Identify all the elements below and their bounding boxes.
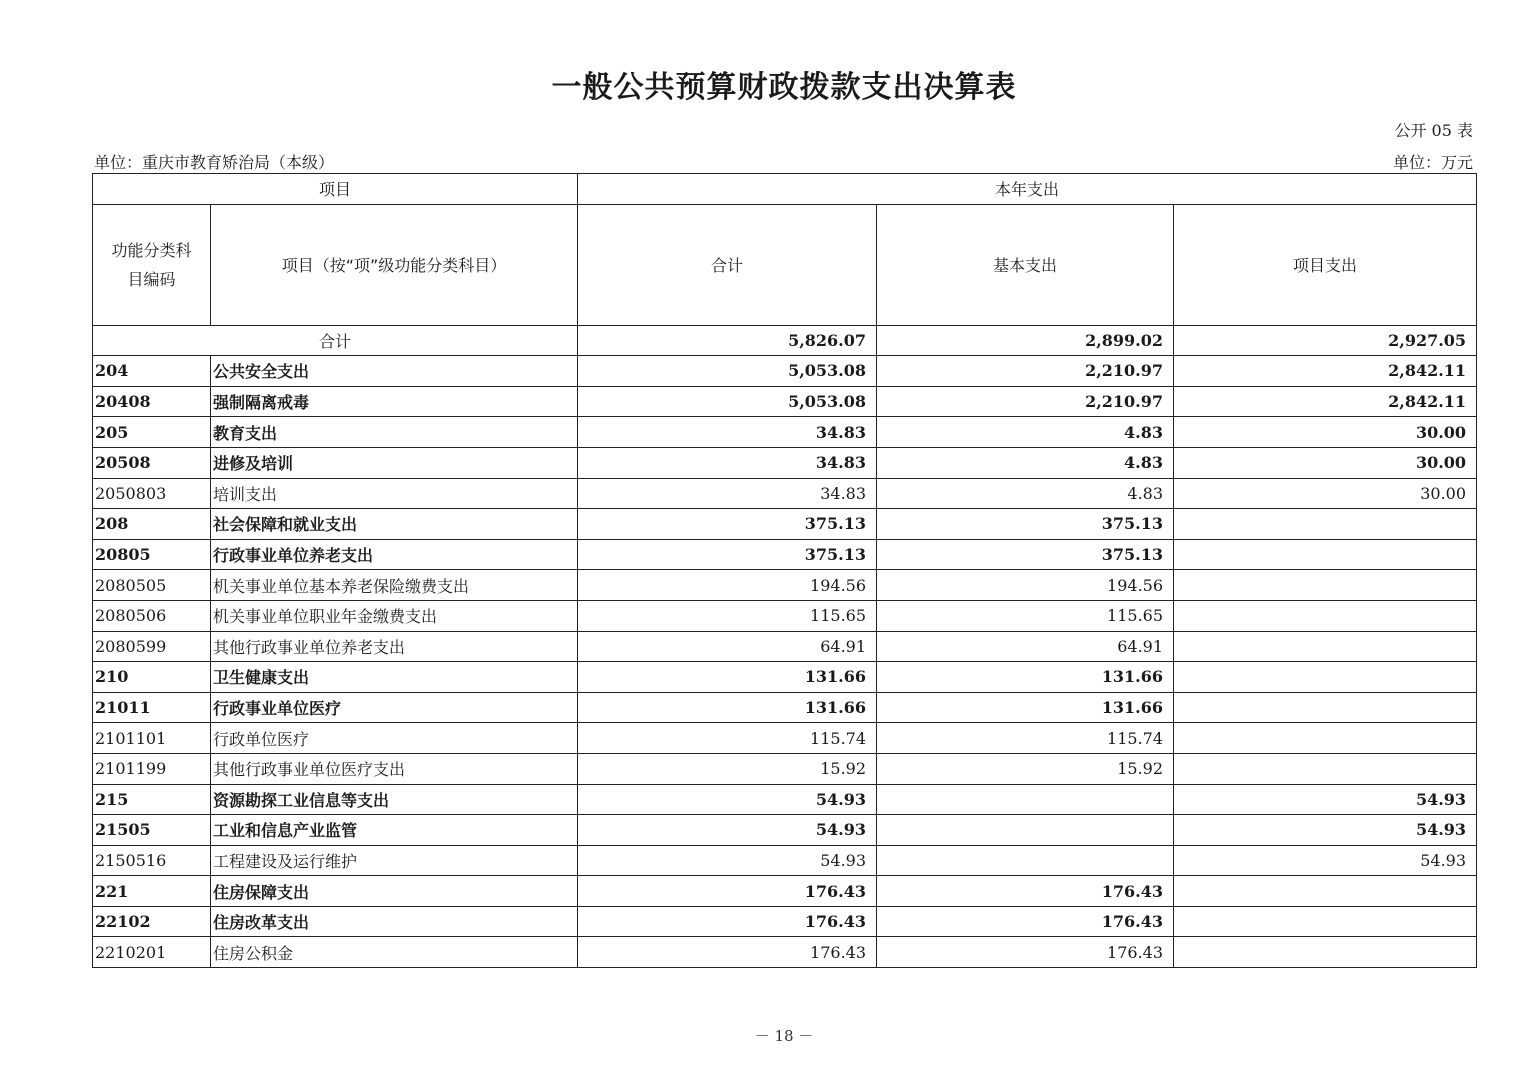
table-row — [93, 539, 1477, 570]
row-basic: 176.43 — [877, 906, 1174, 937]
row-basic: 131.66 — [877, 662, 1174, 693]
row-project — [1174, 662, 1477, 693]
row-project — [1174, 692, 1477, 723]
row-basic: 4.83 — [877, 447, 1174, 478]
row-total: 131.66 — [578, 662, 877, 693]
table-row — [93, 692, 1477, 723]
row-project — [1174, 570, 1477, 601]
row-basic: 375.13 — [877, 539, 1174, 570]
table-row — [93, 478, 1477, 509]
row-name: 其他行政事业单位医疗支出 — [211, 753, 578, 784]
row-basic: 131.66 — [877, 692, 1174, 723]
row-project: 54.93 — [1174, 784, 1477, 815]
header-row-2 — [93, 204, 1477, 325]
row-project: 54.93 — [1174, 845, 1477, 876]
table-row — [93, 417, 1477, 448]
row-basic: 15.92 — [877, 753, 1174, 784]
row-total: 54.93 — [578, 815, 877, 846]
table-row — [93, 356, 1477, 387]
table-row — [93, 784, 1477, 815]
form-number: 公开 05 表 — [1394, 121, 1473, 140]
row-total: 115.74 — [578, 723, 877, 754]
header-total: 合计 — [578, 204, 877, 325]
row-code: 21505 — [93, 815, 211, 846]
row-project: 30.00 — [1174, 478, 1477, 509]
row-total: 375.13 — [578, 509, 877, 540]
table-row — [93, 723, 1477, 754]
row-project — [1174, 631, 1477, 662]
expenditure-table — [92, 173, 1477, 968]
row-code: 21011 — [93, 692, 211, 723]
row-name: 行政单位医疗 — [211, 723, 578, 754]
row-name: 机关事业单位职业年金缴费支出 — [211, 600, 578, 631]
row-basic: 2,210.97 — [877, 386, 1174, 417]
row-total: 5,053.08 — [578, 356, 877, 387]
row-total: 15.92 — [578, 753, 877, 784]
table-row — [93, 845, 1477, 876]
row-total: 34.83 — [578, 417, 877, 448]
row-code: 2080506 — [93, 600, 211, 631]
row-code: 22102 — [93, 906, 211, 937]
row-name: 进修及培训 — [211, 447, 578, 478]
row-code: 210 — [93, 662, 211, 693]
row-project — [1174, 539, 1477, 570]
table-row — [93, 386, 1477, 417]
header-current-year: 本年支出 — [578, 174, 1477, 205]
row-name: 资源勘探工业信息等支出 — [211, 784, 578, 815]
row-code: 2210201 — [93, 937, 211, 968]
page-title: 一般公共预算财政拨款支出决算表 — [551, 70, 1017, 105]
table-row — [93, 662, 1477, 693]
total-basic: 2,899.02 — [877, 325, 1174, 356]
row-total: 115.65 — [578, 600, 877, 631]
row-project — [1174, 937, 1477, 968]
row-code: 204 — [93, 356, 211, 387]
row-code: 2150516 — [93, 845, 211, 876]
row-code: 2050803 — [93, 478, 211, 509]
row-total: 34.83 — [578, 478, 877, 509]
row-code: 221 — [93, 876, 211, 907]
row-name: 教育支出 — [211, 417, 578, 448]
row-project — [1174, 723, 1477, 754]
row-code: 205 — [93, 417, 211, 448]
row-total: 54.93 — [578, 784, 877, 815]
row-basic: 115.74 — [877, 723, 1174, 754]
row-basic — [877, 845, 1174, 876]
row-project — [1174, 600, 1477, 631]
row-name: 工程建设及运行维护 — [211, 845, 578, 876]
currency-unit: 单位：万元 — [1392, 153, 1473, 172]
row-basic: 194.56 — [877, 570, 1174, 601]
row-project — [1174, 906, 1477, 937]
table-row — [93, 937, 1477, 968]
row-project: 2,842.11 — [1174, 356, 1477, 387]
row-code: 2080505 — [93, 570, 211, 601]
row-basic: 4.83 — [877, 417, 1174, 448]
row-total: 194.56 — [578, 570, 877, 601]
row-total: 34.83 — [578, 447, 877, 478]
row-code: 20508 — [93, 447, 211, 478]
table-row — [93, 631, 1477, 662]
row-name: 公共安全支出 — [211, 356, 578, 387]
row-name: 行政事业单位养老支出 — [211, 539, 578, 570]
row-code: 20805 — [93, 539, 211, 570]
row-project: 2,842.11 — [1174, 386, 1477, 417]
header-item: 项目 — [93, 174, 578, 205]
table-row — [93, 815, 1477, 846]
row-project: 54.93 — [1174, 815, 1477, 846]
row-code: 20408 — [93, 386, 211, 417]
header-project: 项目支出 — [1174, 204, 1477, 325]
row-code: 208 — [93, 509, 211, 540]
header-code: 功能分类科目编码 — [93, 204, 211, 325]
row-basic: 4.83 — [877, 478, 1174, 509]
row-project — [1174, 876, 1477, 907]
row-total: 131.66 — [578, 692, 877, 723]
row-basic: 115.65 — [877, 600, 1174, 631]
row-total: 375.13 — [578, 539, 877, 570]
row-project — [1174, 753, 1477, 784]
row-basic: 176.43 — [877, 876, 1174, 907]
header-row-1 — [93, 174, 1477, 205]
row-basic — [877, 815, 1174, 846]
table-row — [93, 447, 1477, 478]
row-total: 5,053.08 — [578, 386, 877, 417]
table-row — [93, 509, 1477, 540]
row-project: 30.00 — [1174, 447, 1477, 478]
row-name: 住房改革支出 — [211, 906, 578, 937]
row-name: 住房保障支出 — [211, 876, 578, 907]
row-basic: 176.43 — [877, 937, 1174, 968]
table-row — [93, 906, 1477, 937]
row-name: 其他行政事业单位养老支出 — [211, 631, 578, 662]
row-name: 住房公积金 — [211, 937, 578, 968]
row-basic — [877, 784, 1174, 815]
row-name: 社会保障和就业支出 — [211, 509, 578, 540]
row-code: 2080599 — [93, 631, 211, 662]
row-total: 64.91 — [578, 631, 877, 662]
header-basic: 基本支出 — [877, 204, 1174, 325]
page-number: － 18 － — [754, 1027, 814, 1045]
row-total: 176.43 — [578, 937, 877, 968]
row-basic: 375.13 — [877, 509, 1174, 540]
table-row — [93, 570, 1477, 601]
table-row — [93, 876, 1477, 907]
total-amount: 5,826.07 — [578, 325, 877, 356]
header-name: 项目（按“项”级功能分类科目） — [211, 204, 578, 325]
total-project: 2,927.05 — [1174, 325, 1477, 356]
table-row — [93, 753, 1477, 784]
row-project — [1174, 509, 1477, 540]
total-row — [93, 325, 1477, 356]
row-basic: 64.91 — [877, 631, 1174, 662]
row-total: 176.43 — [578, 906, 877, 937]
row-code: 215 — [93, 784, 211, 815]
row-name: 机关事业单位基本养老保险缴费支出 — [211, 570, 578, 601]
row-name: 卫生健康支出 — [211, 662, 578, 693]
reporting-unit: 单位：重庆市教育矫治局（本级） — [94, 153, 335, 172]
row-name: 行政事业单位医疗 — [211, 692, 578, 723]
row-name: 强制隔离戒毒 — [211, 386, 578, 417]
row-code: 2101199 — [93, 753, 211, 784]
table-row — [93, 600, 1477, 631]
row-basic: 2,210.97 — [877, 356, 1174, 387]
row-name: 工业和信息产业监管 — [211, 815, 578, 846]
row-code: 2101101 — [93, 723, 211, 754]
row-total: 54.93 — [578, 845, 877, 876]
total-label: 合计 — [93, 325, 578, 356]
row-name: 培训支出 — [211, 478, 578, 509]
row-project: 30.00 — [1174, 417, 1477, 448]
row-total: 176.43 — [578, 876, 877, 907]
